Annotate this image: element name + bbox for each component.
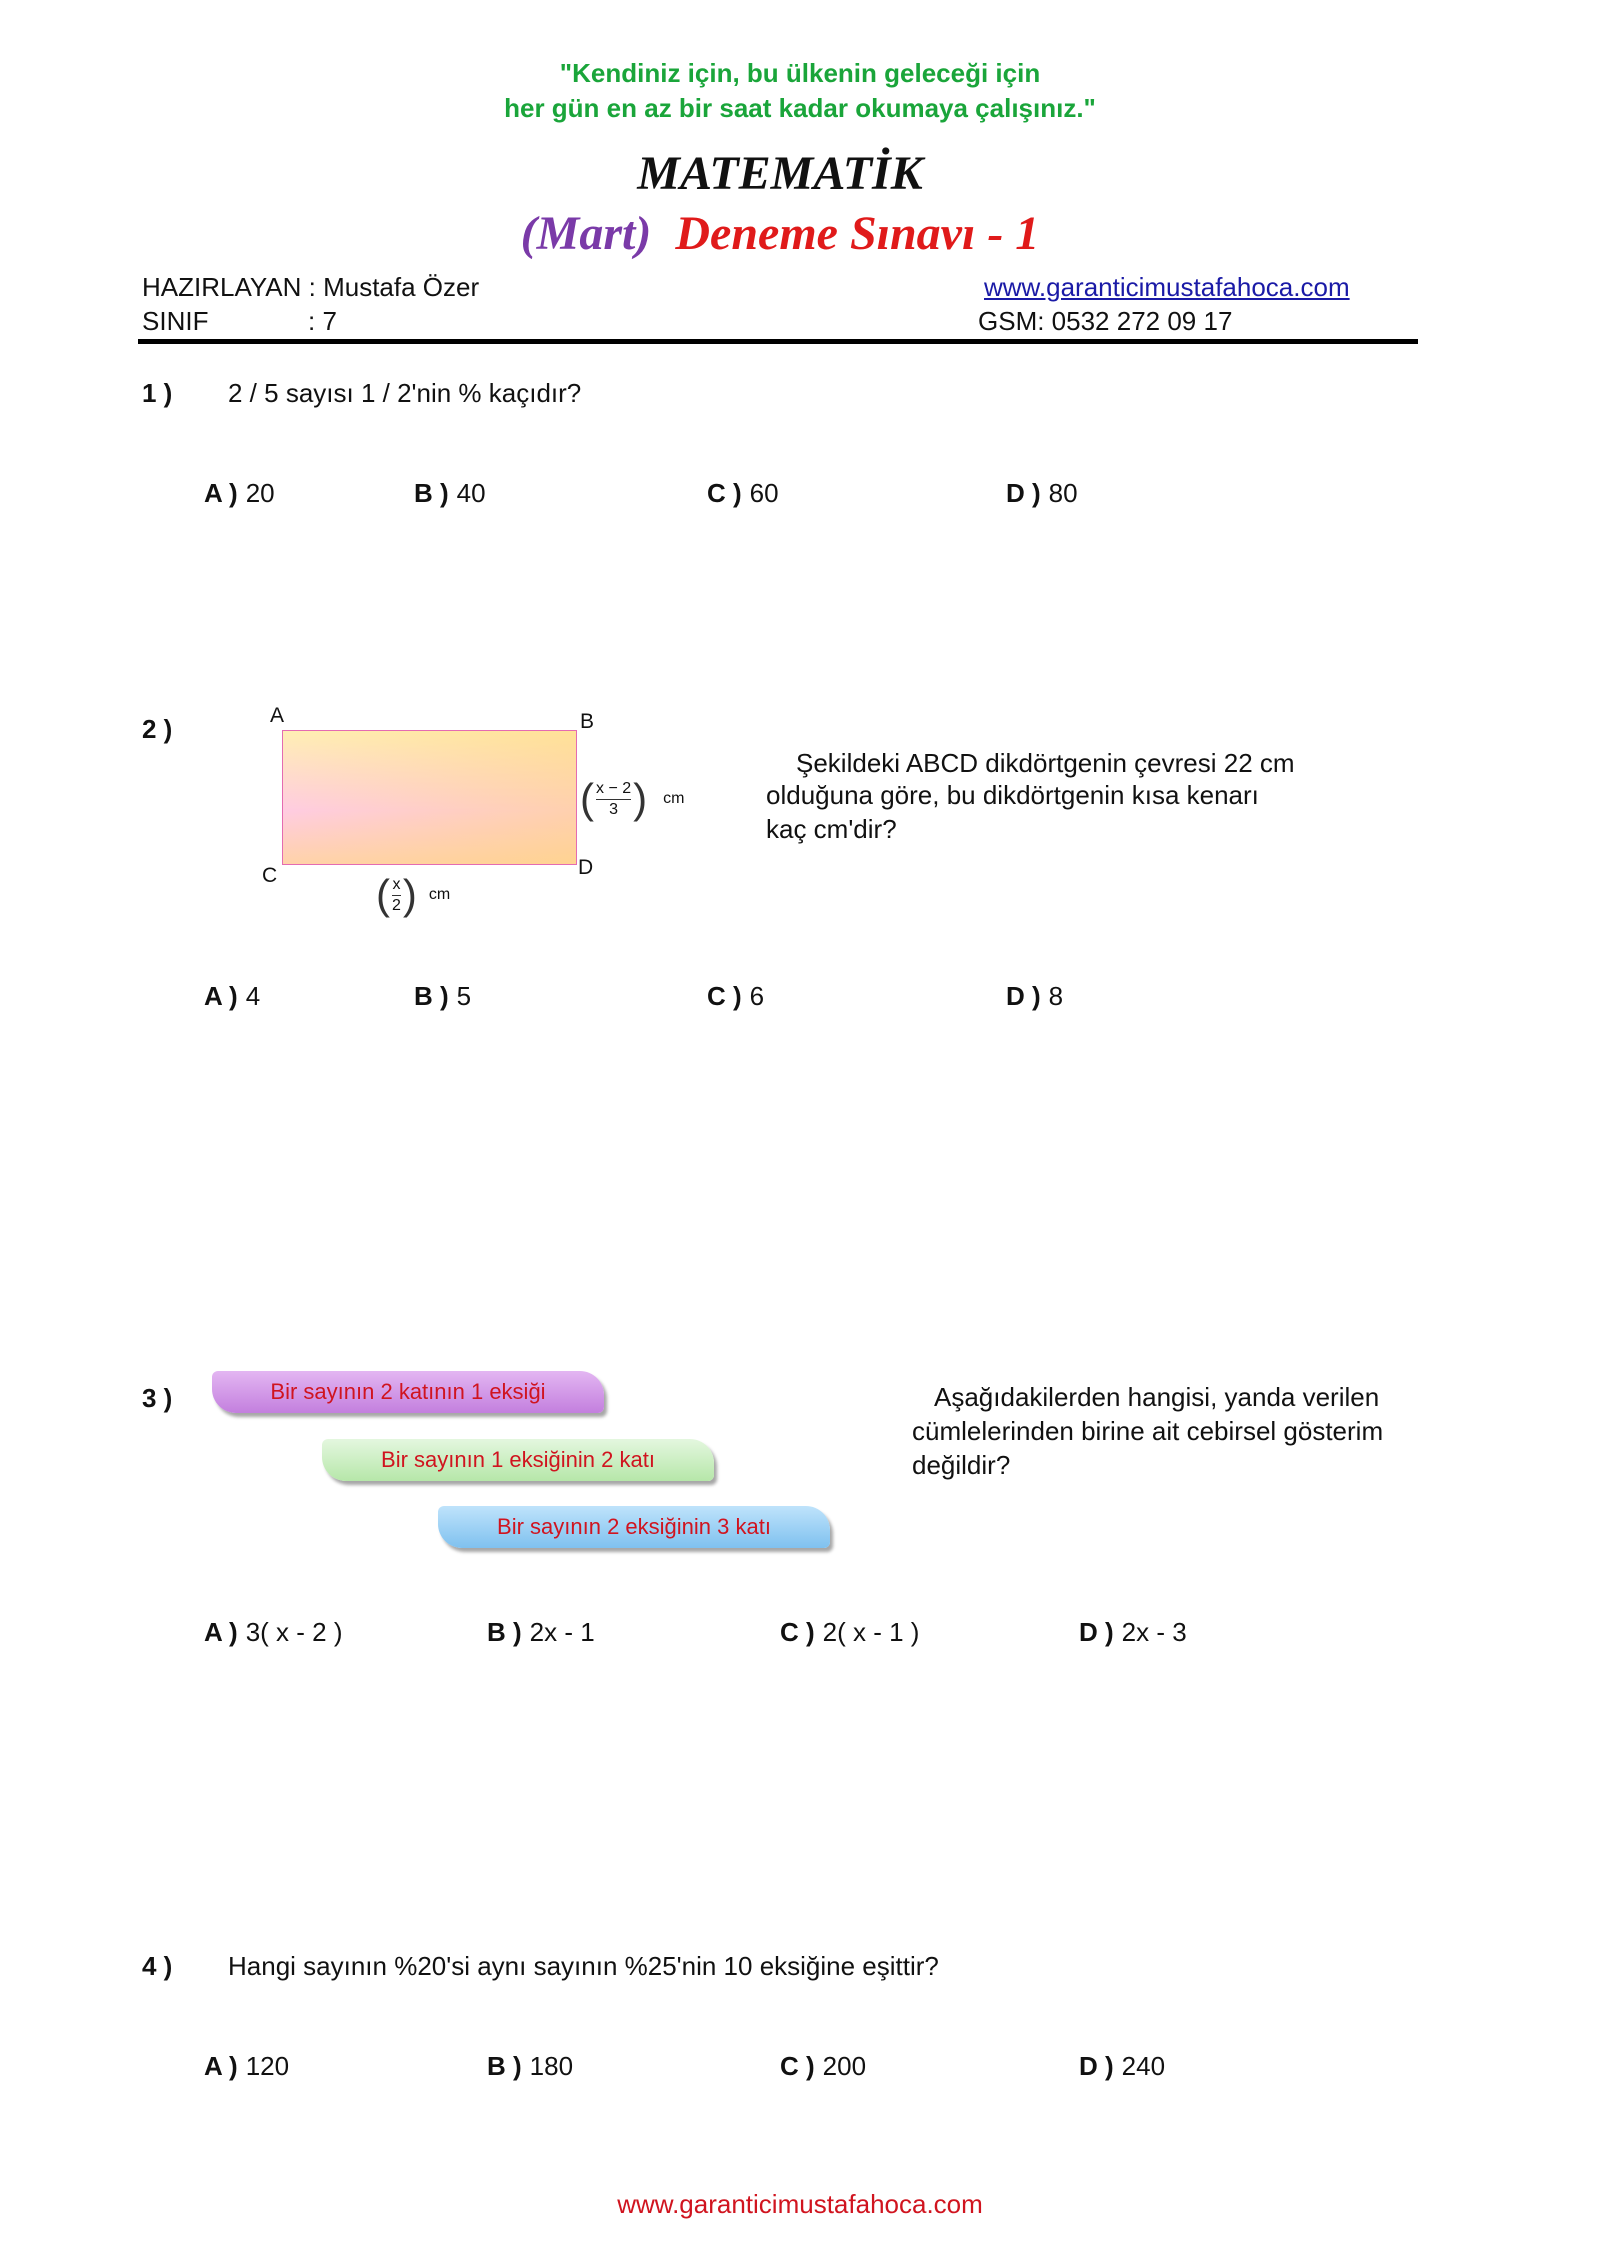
option-value: 240 (1121, 2051, 1166, 2081)
rectangle-abcd (282, 730, 577, 865)
question-2-text (766, 746, 1326, 780)
gsm-number: GSM: 0532 272 09 17 (978, 306, 1233, 336)
expression-tag-2: Bir sayının 1 eksiğinin 2 katı (322, 1439, 714, 1481)
option-value: 4 (245, 981, 261, 1011)
expression-tag-1: Bir sayının 2 katının 1 eksiği (212, 1371, 604, 1413)
option-value: 2x - 1 (529, 1617, 595, 1647)
option-letter: A ) (204, 1617, 238, 1647)
side-numerator: x − 2 (596, 779, 632, 797)
footer-website[interactable]: www.garanticimustafahoca.com (617, 2189, 983, 2219)
question-3-option-c[interactable] (780, 1617, 919, 1648)
option-value: 60 (749, 478, 779, 508)
website-link[interactable]: www.garanticimustafahoca.com (984, 272, 1350, 302)
option-letter: B ) (414, 478, 449, 508)
subtitle-month: (Mart) (520, 207, 652, 260)
option-letter: B ) (414, 981, 449, 1011)
side-unit: cm (663, 790, 685, 807)
question-2-number: 2 ) (142, 714, 173, 744)
option-value: 120 (245, 2051, 290, 2081)
option-value: 200 (822, 2051, 867, 2081)
question-2-line-1: Şekildeki ABCD dikdörtgenin çevresi 22 cm (796, 748, 1295, 778)
quote-line-1: "Kendiniz için, bu ülkenin geleceği için (559, 58, 1041, 88)
class-label: SINIF (142, 306, 209, 336)
question-1-option-b[interactable] (414, 478, 486, 509)
option-letter: C ) (707, 478, 742, 508)
question-4-option-c[interactable] (780, 2051, 866, 2082)
option-value: 6 (749, 981, 765, 1011)
question-4-option-d[interactable] (1079, 2051, 1165, 2082)
option-value: 5 (456, 981, 472, 1011)
side-fraction (596, 780, 631, 818)
option-letter: D ) (1079, 1617, 1114, 1647)
left-paren: ( (376, 871, 390, 918)
question-1-text: 2 / 5 sayısı 1 / 2'nin % kaçıdır? (228, 378, 582, 408)
question-2-line-3: kaç cm'dir? (766, 814, 897, 844)
question-2-line-2: olduğuna göre, bu dikdörtgenin kısa kenarı (766, 780, 1259, 810)
option-letter: B ) (487, 2051, 522, 2081)
question-3-line-1: Aşağıdakilerden hangisi, yanda verilen (934, 1382, 1380, 1412)
question-3-line-3: değildir? (912, 1450, 1011, 1480)
prepared-by: HAZIRLAYAN : Mustafa Özer (142, 272, 480, 302)
vertex-d-label: D (578, 856, 594, 879)
side-denominator: 3 (609, 800, 619, 818)
question-3-number: 3 ) (142, 1383, 173, 1413)
option-letter: A ) (204, 478, 238, 508)
option-letter: C ) (780, 2051, 815, 2081)
question-2-option-c[interactable] (707, 981, 764, 1012)
bottom-denominator: 2 (392, 896, 401, 914)
option-letter: D ) (1006, 981, 1041, 1011)
question-4-option-b[interactable] (487, 2051, 573, 2082)
bottom-fraction (392, 876, 401, 914)
option-letter: D ) (1006, 478, 1041, 508)
vertex-c-label: C (262, 864, 278, 887)
question-2-option-a[interactable] (204, 981, 260, 1012)
page-title: MATEMATİK (637, 147, 923, 200)
question-4-text: Hangi sayının %20'si aynı sayının %25'nin 10 eksiğine eşittir? (228, 1951, 939, 1981)
option-value: 80 (1048, 478, 1078, 508)
side-length-label (580, 775, 685, 822)
fraction-bar (596, 799, 631, 800)
option-value: 2( x - 1 ) (822, 1617, 920, 1647)
option-value: 8 (1048, 981, 1064, 1011)
option-letter: A ) (204, 2051, 238, 2081)
question-1-option-c[interactable] (707, 478, 779, 509)
question-4-number: 4 ) (142, 1951, 173, 1981)
question-1-option-a[interactable] (204, 478, 275, 509)
class-value: : 7 (308, 306, 337, 336)
page-subtitle (0, 206, 1560, 261)
bottom-length-label (376, 871, 451, 918)
quote-line-2: her gün en az bir saat kadar okumaya çalışınız." (504, 93, 1096, 123)
question-4-option-a[interactable] (204, 2051, 289, 2082)
question-2-option-d[interactable] (1006, 981, 1063, 1012)
fraction-bar (392, 895, 401, 896)
option-letter: C ) (780, 1617, 815, 1647)
question-2-option-b[interactable] (414, 981, 471, 1012)
option-value: 3( x - 2 ) (245, 1617, 343, 1647)
option-value: 20 (245, 478, 275, 508)
question-1-number: 1 ) (142, 378, 173, 408)
bottom-numerator: x (392, 875, 401, 893)
expression-tag-3: Bir sayının 2 eksiğinin 3 katı (438, 1506, 830, 1548)
question-1-option-d[interactable] (1006, 478, 1078, 509)
question-3-option-b[interactable] (487, 1617, 595, 1648)
option-letter: C ) (707, 981, 742, 1011)
right-paren: ) (402, 871, 417, 918)
option-value: 40 (456, 478, 486, 508)
option-value: 180 (529, 2051, 574, 2081)
question-3-option-d[interactable] (1079, 1617, 1187, 1648)
option-value: 2x - 3 (1121, 1617, 1187, 1647)
question-3-line-2: cümlelerinden birine ait cebirsel gösterim (912, 1416, 1384, 1446)
option-letter: A ) (204, 981, 238, 1011)
header-divider (138, 339, 1418, 344)
option-letter: B ) (487, 1617, 522, 1647)
left-paren: ( (580, 775, 594, 822)
subtitle-exam: Deneme Sınavı - 1 (675, 207, 1040, 260)
vertex-b-label: B (580, 710, 595, 733)
bottom-unit: cm (428, 886, 451, 903)
option-letter: D ) (1079, 2051, 1114, 2081)
right-paren: ) (633, 775, 648, 822)
vertex-a-label: A (270, 704, 285, 727)
question-3-option-a[interactable] (204, 1617, 343, 1648)
